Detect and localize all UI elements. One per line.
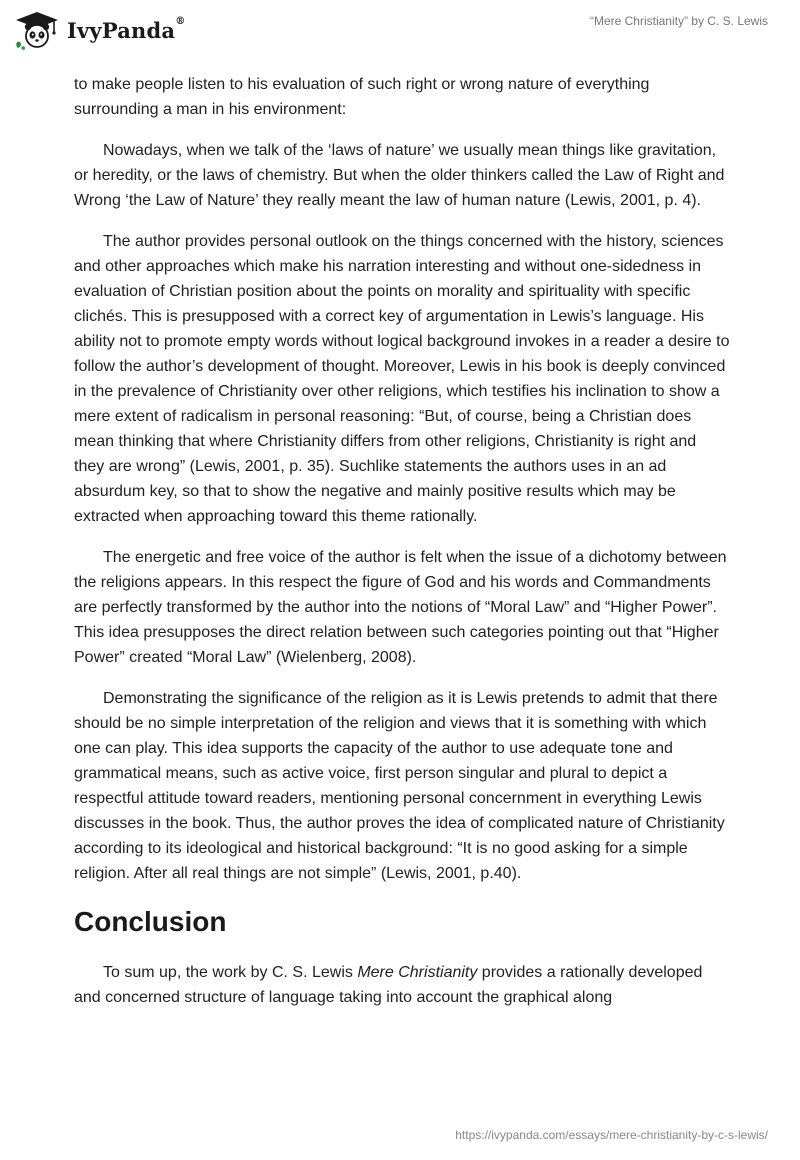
ivypanda-logo[interactable] <box>14 10 185 50</box>
panda-graduate-icon <box>14 10 60 50</box>
conclusion-heading: Conclusion <box>74 906 227 937</box>
document-title: “Mere Christianity” by C. S. Lewis <box>589 14 768 28</box>
essay-body <box>74 72 730 1026</box>
paragraph-conclusion <box>74 960 730 1010</box>
paragraph-significance: Demonstrating the significance of the religion as it is Lewis pretends to admit that there should be no simple interpretation of the religion and views that it is something with which one can play. This idea supports the capacity of the author to use adequate tone and grammatical means, such as active voice, first person singular and plural to depict a respectful attitude toward readers, mentioning personal concernment in everything Lewis discusses in the book. Thus, the author proves the idea of complicated nature of Christianity according to its ideological and historical background: “It is no good asking for a simple religion. After all real things are not simple” (Lewis, 2001, p.40). <box>74 690 725 882</box>
source-url[interactable]: https://ivypanda.com/essays/mere-christianity-by-c-s-lewis/ <box>455 1128 768 1142</box>
paragraph-author-outlook: The author provides personal outlook on the things concerned with the history, sciences and other approaches which make his narration interesting and without one-sidedness in evaluation of Christian position about the points on morality and spirituality with specific clichés. This is presupposed with a correct key of argumentation in Lewis’s language. His ability not to promote empty words without logical background invokes in a reader a desire to follow the author’s development of thought. Moreover, Lewis in his book is deeply convinced in the prevalence of Christianity over other religions, which testifies his inclination to show a mere extent of radicalism in personal reasoning: “But, of course, being a Christian does mean thinking that where Christianity differs from other religions, Christianity is right and they are wrong” (Lewis, 2001, p. 35). Suchlike statements the authors uses in an ad absurdum key, so that to show the negative and mainly positive results which may be extracted when approaching toward this theme rationally. <box>74 233 730 525</box>
paragraph-continuation: to make people listen to his evaluation of such right or wrong nature of everything surrounding a man in his environment: <box>74 76 650 118</box>
registered-mark: ® <box>175 15 186 27</box>
paragraph-dichotomy: The energetic and free voice of the author is felt when the issue of a dichotomy between the religions appears. In this respect the figure of God and his words and Commandments are perfectly transformed by the author into the notions of “Moral Law” and “Higher Power”. This idea presupposes the direct relation between such categories pointing out that “Higher Power” created “Moral Law” (Wielenberg, 2008). <box>74 549 727 666</box>
conclusion-text-end: provides a rationally developed and concerned structure of language taking into account the graphical along <box>74 964 703 1006</box>
conclusion-text-start: To sum up, the work by C. S. Lewis <box>103 964 358 981</box>
book-title-italic: Mere Christianity <box>357 964 478 981</box>
logo-text: IvyPanda® <box>67 15 186 43</box>
block-quote: Nowadays, when we talk of the ‘laws of nature’ we usually mean things like gravitation, or heredity, or the laws of chemistry. But when the older thinkers called the Law of Right and Wrong ‘the Law of Nature’ they really meant the law of human nature (Lewis, 2001, p. 4). <box>74 142 725 209</box>
page-header <box>0 0 800 70</box>
